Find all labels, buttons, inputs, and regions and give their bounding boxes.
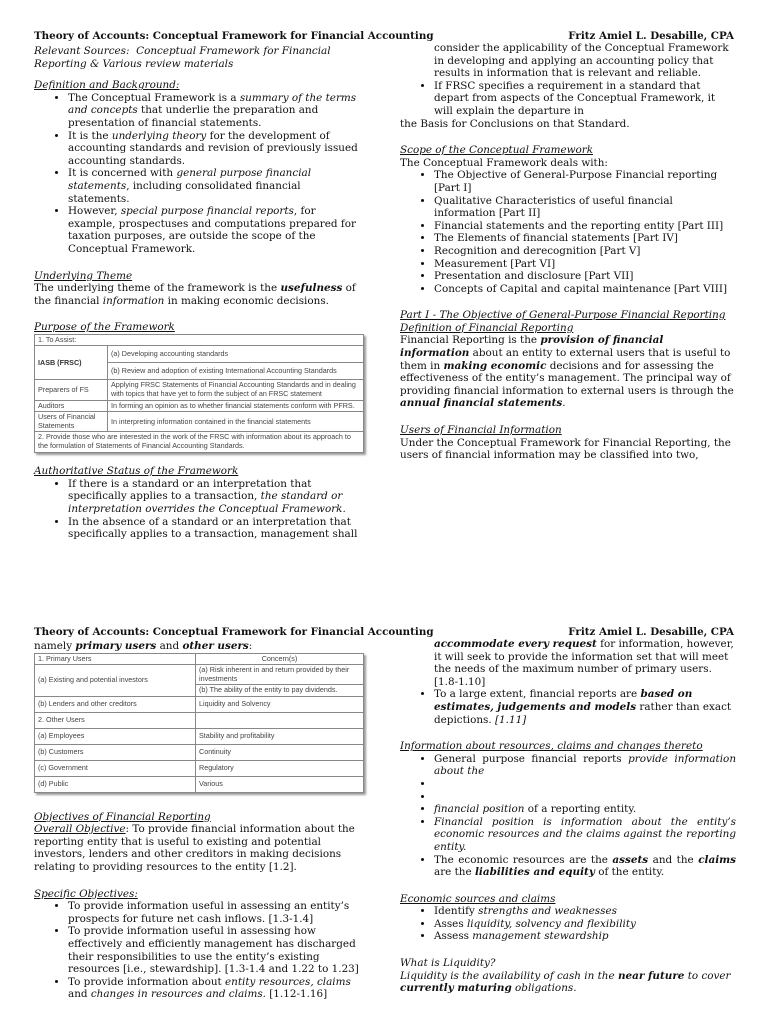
liquidity-question: What is Liquidity? <box>400 957 496 970</box>
scope-heading: Scope of the Conceptual Framework <box>400 144 594 157</box>
list-item: • Identify strengths and weaknesses <box>434 905 736 918</box>
definition-heading: Definition and Background: <box>34 79 180 92</box>
list-item: • Recognition and derecognition [Part V] <box>434 245 736 258</box>
document-author: Fritz Amiel L. Desabille, CPA <box>568 30 734 42</box>
list-item: • To provide information about entity resources, claims and changes in resources and claims. [1.12-1.16] <box>68 976 364 1001</box>
list-item: • It is concerned with general purpose financial statements, including consolidated financial statements. <box>68 167 364 205</box>
purpose-heading: Purpose of the Framework <box>34 321 175 334</box>
users-table: 1. Primary Users Concern(s) (a) Existing and potential investors (a) Risk inherent in and return provided by their investments (b) The ability of the entity to pay dividends. (b) Lenders and other creditors Liquidity and Solvency 2. Other Users (a) Employees Stability and profitability (b) Customers Continuity (c) Government Regulatory (d) Public Various <box>34 653 364 793</box>
list-item: • To a large extent, financial reports are based on estimates, judgements and models rather than exact depictions. [1.11] <box>434 688 736 726</box>
list-item: • Concepts of Capital and capital maintenance [Part VIII] <box>434 283 736 296</box>
list-item: • General purpose financial reports provide information about the <box>434 753 736 778</box>
list-item: • The Conceptual Framework is a summary of the terms and concepts that underlie the preparation and presentation of financial statements. <box>68 92 364 130</box>
definition-list <box>34 92 364 256</box>
liquidity-answer: Liquidity is the availability of cash in the near future to cover currently maturing obligations. <box>400 969 731 995</box>
list-item: • The economic resources are the assets and the claims are the liabilities and equity of the entity. <box>434 854 736 879</box>
specific-list <box>34 900 364 1001</box>
users-text: Under the Conceptual Framework for Financial Reporting, the users of financial information may be classified into two, <box>400 436 731 462</box>
list-item: • In the absence of a standard or an interpretation that specifically applies to a transaction, management shall <box>68 516 364 541</box>
list-item: • financial position of a reporting entity. <box>434 803 736 816</box>
users-heading: Users of Financial Information <box>400 424 562 437</box>
table-row: 1. To Assist: <box>35 334 364 346</box>
page-2 <box>0 626 768 1021</box>
info-list <box>400 753 736 879</box>
left-column <box>34 640 364 1001</box>
authoritative-heading: Authoritative Status of the Framework <box>34 465 239 478</box>
list-item: • Presentation and disclosure [Part VII] <box>434 270 736 283</box>
list-item: • If there is a standard or an interpretation that specifically applies to a transaction, the standard or interpretation overrides the Conceptual Framework. <box>68 478 364 516</box>
economic-list <box>400 905 736 943</box>
list-item: • To provide information useful in assessing an entity’s prospects for future net cash inflows. [1.3-1.4] <box>68 900 364 925</box>
list-item: • Financial position is information about the entity’s economic resources and the claims against the reporting entity. <box>434 816 736 854</box>
namely-line: namely primary users and other users: <box>34 640 253 652</box>
specific-heading: Specific Objectives: <box>34 887 138 900</box>
sources-line: Relevant Sources: Conceptual Framework for Financial Reporting & Various review materials <box>34 45 331 70</box>
definition-fr-heading: Definition of Financial Reporting <box>400 321 574 334</box>
theme-heading: Underlying Theme <box>34 269 133 282</box>
authoritative-list <box>34 478 364 541</box>
right-list <box>400 80 736 118</box>
document-author: Fritz Amiel L. Desabille, CPA <box>568 626 734 638</box>
document-title: Theory of Accounts: Conceptual Framework for Financial Accounting <box>34 30 434 42</box>
list-item: • If FRSC specifies a requirement in a standard that depart from aspects of the Conceptual Framework, it will explain the departure in <box>434 80 736 118</box>
info-heading: Information about resources, claims and changes thereto <box>400 740 703 753</box>
list-item: • However, special purpose financial reports, for example, prospectuses and computations prepared for taxation purposes, are outside the scope of the Conceptual Framework. <box>68 205 364 255</box>
list-item: • Qualitative Characteristics of useful financial information [Part II] <box>434 195 736 220</box>
list-item: • Measurement [Part VI] <box>434 258 736 271</box>
continued-text: consider the applicability of the Conceptual Framework in developing and applying an accounting policy that results in information that is relevant and reliable. <box>434 42 729 80</box>
list-item: • To provide information useful in assessing how effectively and efficiently management has discharged their responsibilities to use the entity’s existing resources [i.e., stewardship]. [1.3-1.4 and 1.22 to 1.23] <box>68 925 364 975</box>
scope-intro: The Conceptual Framework deals with: <box>400 156 608 169</box>
right-column <box>400 42 736 462</box>
list-item: • It is the underlying theory for the development of accounting standards and revision of previously issued accounting standards. <box>68 130 364 168</box>
financial-reporting-text: Financial Reporting is the provision of financial information about an entity to external users that is useful to them in making economic decisions and for assessing the effectiveness of the entity’s management. The principal way of providing financial information to external users is through the annual financial statements. <box>400 334 734 410</box>
economic-heading: Economic sources and claims <box>400 892 556 905</box>
overall-objective: Overall Objective: To provide financial information about the reporting entity that is useful to existing and potential investors, lenders and other creditors in making decisions relating to providing resources to the entity [1.2]. <box>34 823 355 873</box>
list-item <box>434 778 736 791</box>
left-column <box>34 45 364 541</box>
right-list <box>400 688 736 726</box>
continued-tail: the Basis for Conclusions on that Standard. <box>400 117 630 130</box>
list-item <box>434 791 736 804</box>
document-title: Theory of Accounts: Conceptual Framework for Financial Accounting <box>34 626 434 638</box>
page-1 <box>0 30 768 570</box>
list-item: • The Elements of financial statements [Part IV] <box>434 232 736 245</box>
list-item: • Assess management stewardship <box>434 930 736 943</box>
list-item: • Financial statements and the reporting entity [Part III] <box>434 220 736 233</box>
part1-heading: Part I - The Objective of General-Purpose Financial Reporting <box>400 309 726 322</box>
theme-text: The underlying theme of the framework is the usefulness of the financial information in making economic decisions. <box>34 282 356 307</box>
continued-text: accommodate every request for information, however, it will seek to provide the information set that will meet the needs of the maximum number of primary users. [1.8-1.10] <box>434 638 734 688</box>
list-item: • Asses liquidity, solvency and flexibility <box>434 918 736 931</box>
objectives-heading: Objectives of Financial Reporting <box>34 810 211 823</box>
right-column <box>400 638 736 995</box>
scope-list <box>400 169 736 295</box>
purpose-table: 1. To Assist: IASB (FRSC) (a) Developing accounting standards (b) Review and adoption of existing International Accounting Standards Preparers of FS Applying FRSC Statements of Financial Accounting Standards and in dealing with topics that have yet to form the subject of an FRSC statement Auditors In forming an opinion as to whether financial statements conform with PFRS. Users of Financial Statements In interpreting information contained in the financial statements 2. Provide those who are interested in the work of the FRSC with information about its approach to the formulation of Statements of Financial Accounting Standards. <box>34 334 364 453</box>
list-item: • The Objective of General-Purpose Financial reporting [Part I] <box>434 169 736 194</box>
